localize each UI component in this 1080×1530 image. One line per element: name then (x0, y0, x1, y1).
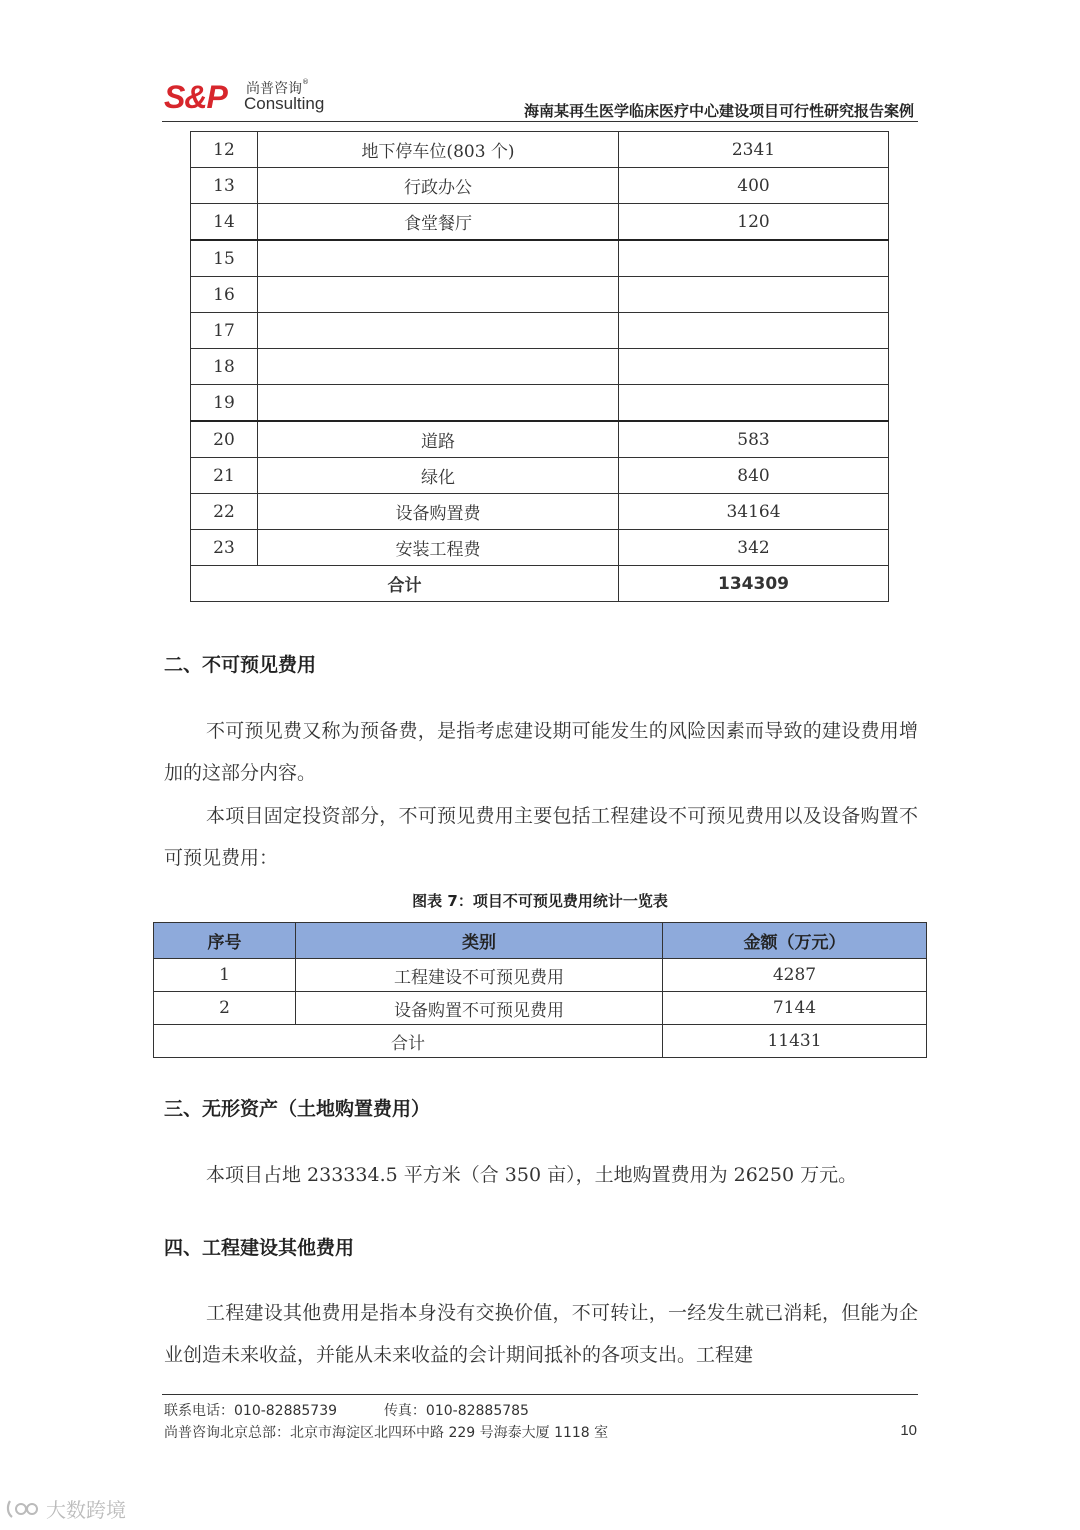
table-row (191, 421, 889, 458)
table-row (191, 313, 889, 349)
footer-address: 尚普咨询北京总部：北京市海淀区北四环中路 229 号海泰大厦 1118 室 (164, 1425, 609, 1441)
row-number: 13 (191, 168, 258, 204)
table-row (191, 349, 889, 385)
row-item (258, 240, 619, 277)
table-row (191, 530, 889, 566)
row-number: 1 (154, 959, 296, 992)
row-value: 2341 (619, 132, 889, 168)
watermark (6, 1494, 126, 1523)
page-number: 10 (900, 1422, 917, 1439)
row-amount: 4287 (663, 959, 927, 992)
total-label: 合计 (191, 566, 619, 602)
table-row (191, 458, 889, 494)
column-header: 序号 (154, 923, 296, 959)
row-number: 16 (191, 277, 258, 313)
row-value: 583 (619, 421, 889, 458)
row-number: 14 (191, 204, 258, 241)
watermark-logo-icon (6, 1498, 40, 1520)
row-value: 120 (619, 204, 889, 241)
section-heading-other-costs: 四、工程建设其他费用 (164, 1237, 355, 1259)
footer-divider (162, 1394, 918, 1395)
row-item: 安装工程费 (258, 530, 619, 566)
footer-fax: 传真：010-82885785 (383, 1403, 529, 1419)
row-value (619, 277, 889, 313)
row-number: 18 (191, 349, 258, 385)
table-row (154, 959, 927, 992)
row-number: 2 (154, 992, 296, 1025)
construction-cost-table (190, 131, 889, 602)
contingency-cost-table (153, 922, 927, 1058)
logo-chinese-name: 尚普咨询® (246, 78, 309, 97)
row-value: 840 (619, 458, 889, 494)
row-item (258, 349, 619, 385)
row-number: 17 (191, 313, 258, 349)
table-caption: 图表 7：项目不可预见费用统计一览表 (412, 892, 668, 910)
row-amount: 7144 (663, 992, 927, 1025)
row-item (258, 277, 619, 313)
table-row (191, 277, 889, 313)
row-number: 15 (191, 240, 258, 277)
row-item: 地下停车位(803 个) (258, 132, 619, 168)
row-item: 道路 (258, 421, 619, 458)
total-label: 合计 (154, 1025, 663, 1058)
document-title: 海南某再生医学临床医疗中心建设项目可行性研究报告案例 (523, 102, 914, 120)
paragraph: 工程建设其他费用是指本身没有交换价值，不可转让，一经发生就已消耗，但能为企业创造未来收益，并能从未来收益的会计期间抵补的各项支出。工程建 (164, 1302, 918, 1366)
row-number: 20 (191, 421, 258, 458)
column-header: 金额（万元） (663, 923, 927, 959)
row-item: 食堂餐厅 (258, 204, 619, 241)
table-row (191, 240, 889, 277)
footer-phone: 联系电话：010-82885739 (164, 1403, 338, 1419)
table-row (191, 204, 889, 241)
row-item (258, 385, 619, 422)
row-number: 22 (191, 494, 258, 530)
section-heading-intangible-assets: 三、无形资产（土地购置费用） (164, 1098, 431, 1120)
header-divider (162, 121, 918, 122)
row-number: 21 (191, 458, 258, 494)
company-logo (164, 80, 354, 116)
row-category: 工程建设不可预见费用 (296, 959, 663, 992)
row-value: 34164 (619, 494, 889, 530)
table-row (191, 494, 889, 530)
paragraph: 本项目固定投资部分，不可预见费用主要包括工程建设不可预见费用以及设备购置不可预见费用： (164, 805, 918, 869)
row-item (258, 313, 619, 349)
row-item: 绿化 (258, 458, 619, 494)
footer-contact (164, 1400, 529, 1420)
table-total-row (154, 1025, 927, 1058)
table-row (191, 385, 889, 422)
total-value: 11431 (663, 1025, 927, 1058)
table-header-row (154, 923, 927, 959)
row-value (619, 349, 889, 385)
section-heading-contingency: 二、不可预见费用 (164, 654, 317, 676)
logo-mark: S&P (164, 79, 227, 115)
total-value: 134309 (619, 566, 889, 602)
registered-mark: ® (302, 78, 309, 86)
watermark-text: 大数跨境 (46, 1498, 126, 1522)
row-value: 400 (619, 168, 889, 204)
row-item: 设备购置费 (258, 494, 619, 530)
row-number: 12 (191, 132, 258, 168)
logo-english-name: Consulting (244, 94, 325, 113)
paragraph: 不可预见费又称为预备费，是指考虑建设期可能发生的风险因素而导致的建设费用增加的这部分内容。 (164, 720, 918, 784)
table-total-row (191, 566, 889, 602)
row-item: 行政办公 (258, 168, 619, 204)
row-value: 342 (619, 530, 889, 566)
column-header: 类别 (296, 923, 663, 959)
row-number: 19 (191, 385, 258, 422)
row-number: 23 (191, 530, 258, 566)
paragraph: 本项目占地 233334.5 平方米（合 350 亩），土地购置费用为 26250 万元。 (206, 1164, 858, 1186)
table-row (191, 168, 889, 204)
row-value (619, 240, 889, 277)
row-category: 设备购置不可预见费用 (296, 992, 663, 1025)
row-value (619, 313, 889, 349)
table-row (154, 992, 927, 1025)
row-value (619, 385, 889, 422)
table-row (191, 132, 889, 168)
